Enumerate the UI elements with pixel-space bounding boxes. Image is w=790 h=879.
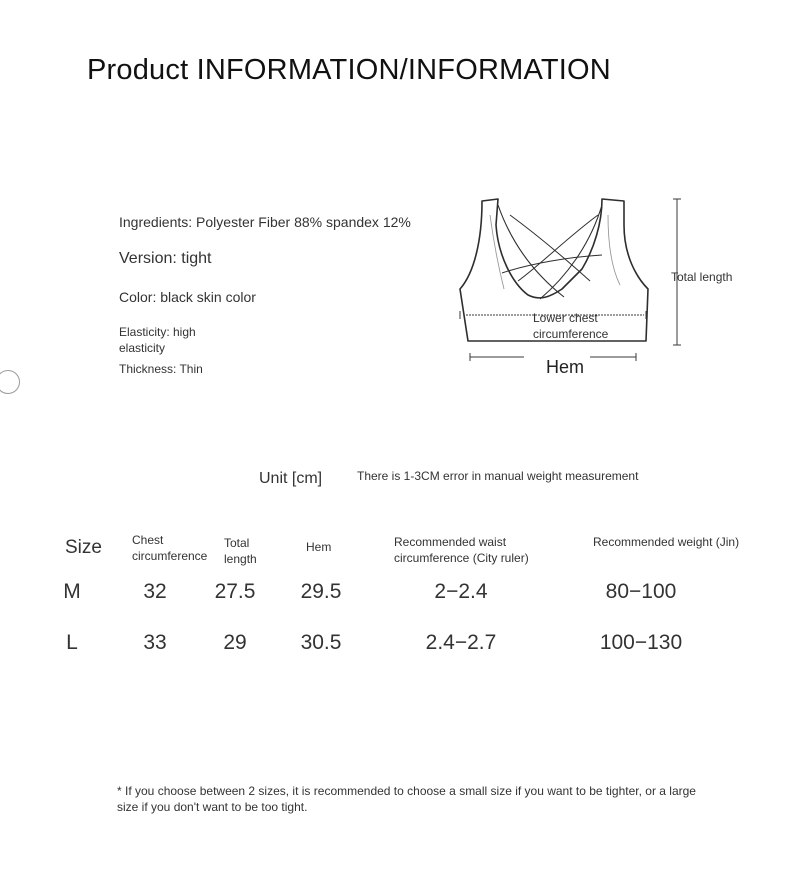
size-footnote: * If you choose between 2 sizes, it is recommended to choose a small size if you want to be tighter, or a large size if you don't want to be too tight.	[117, 784, 696, 814]
table-cell-chest: 33	[143, 631, 167, 654]
table-cell-total-length: 29	[223, 631, 247, 654]
unit-label: Unit [cm]	[259, 470, 323, 487]
spec-ingredients: Ingredients: Polyester Fiber 88% spandex 12%	[119, 214, 411, 230]
table-cell-hem: 29.5	[300, 580, 342, 603]
header-waist: Recommended waist circumference (City ruler)	[394, 535, 529, 565]
header-weight: Recommended weight (Jin)	[593, 535, 740, 549]
table-cell-hem: 30.5	[300, 631, 342, 654]
bra-outline-icon	[440, 185, 770, 385]
header-size: Size	[65, 537, 102, 558]
lower-chest-label: Lower chest circumference	[533, 311, 609, 341]
table-cell-waist: 2.4−2.7	[425, 631, 497, 654]
spec-elasticity: Elasticity: high elasticity	[119, 325, 196, 355]
table-cell-weight: 80−100	[605, 580, 677, 603]
circle-icon	[0, 370, 20, 394]
table-cell-size: L	[66, 631, 78, 654]
header-chest: Chest circumference	[132, 533, 208, 563]
header-total-length: Total length	[224, 536, 257, 566]
total-length-label: Total length	[671, 270, 733, 284]
spec-thickness: Thickness: Thin	[119, 362, 203, 376]
page-title: Product INFORMATION/INFORMATION	[87, 54, 611, 86]
hem-label: Hem	[546, 357, 585, 377]
table-cell-waist: 2−2.4	[434, 580, 488, 603]
garment-diagram	[440, 185, 770, 385]
spec-color: Color: black skin color	[119, 289, 256, 305]
header-hem: Hem	[306, 540, 332, 554]
table-cell-chest: 32	[143, 580, 167, 603]
table-cell-weight: 100−130	[599, 631, 683, 654]
table-cell-total-length: 27.5	[214, 580, 256, 603]
spec-version: Version: tight	[119, 250, 212, 267]
measurement-note: There is 1-3CM error in manual weight measurement	[357, 469, 639, 483]
table-cell-size: M	[63, 580, 81, 603]
